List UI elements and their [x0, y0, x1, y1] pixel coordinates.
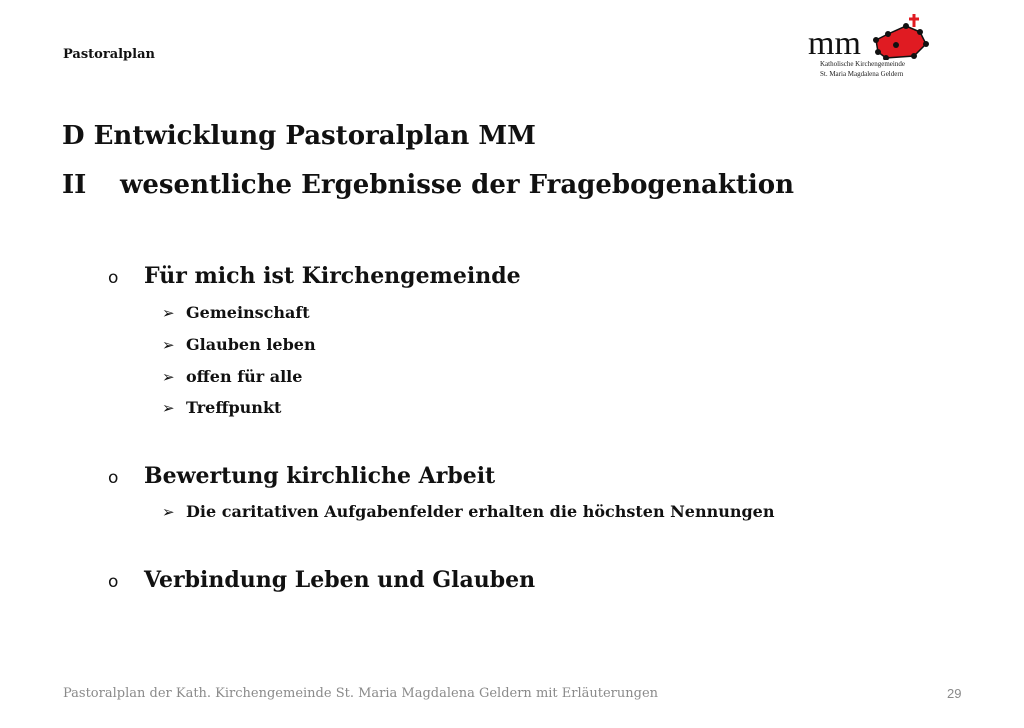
list-item	[162, 398, 281, 417]
list-item-text: Gemeinschaft	[186, 303, 310, 322]
list-item-text: Treffpunkt	[186, 398, 282, 417]
list-item-section-2	[108, 463, 495, 489]
list-item-text: offen für alle	[186, 367, 303, 386]
list-item-text: Die caritativen Aufgabenfelder erhalten die höchsten Nennungen	[186, 502, 775, 521]
list-item-section-1	[108, 263, 521, 289]
section-heading: Bewertung kirchliche Arbeit	[144, 463, 496, 489]
section-heading: Verbindung Leben und Glauben	[144, 567, 536, 593]
list-item	[162, 335, 316, 354]
header-label: Pastoralplan	[63, 47, 155, 62]
title-roman-numeral: II	[62, 170, 87, 200]
logo-line-2: St. Maria Magdalena Geldern	[820, 70, 904, 78]
arrow-bullet-icon: ➢	[162, 304, 175, 322]
slide-title-line-2	[62, 170, 794, 200]
church-icon	[806, 10, 936, 60]
list-item-text: Glauben leben	[186, 335, 316, 354]
slide-title-line-1: D Entwicklung Pastoralplan MM	[62, 121, 536, 151]
list-item	[162, 303, 310, 322]
parish-logo	[806, 10, 936, 86]
logo-mark-text: mm	[808, 25, 861, 60]
footer-text: Pastoralplan der Kath. Kirchengemeinde St. Maria Magdalena Geldern mit Erläuterungen	[63, 686, 659, 701]
logo-line-1: Katholische Kirchengemeinde	[820, 60, 905, 68]
title-line-2-text: wesentliche Ergebnisse der Fragebogenaktion	[120, 170, 795, 200]
section-heading: Für mich ist Kirchengemeinde	[144, 263, 521, 289]
arrow-bullet-icon: ➢	[162, 336, 175, 354]
arrow-bullet-icon: ➢	[162, 368, 175, 386]
list-item	[162, 502, 775, 521]
list-item	[162, 367, 302, 386]
arrow-bullet-icon: ➢	[162, 399, 175, 417]
page-number: 29	[947, 686, 962, 701]
circle-bullet-icon: o	[108, 268, 119, 288]
list-item-section-3	[108, 567, 535, 593]
circle-bullet-icon: o	[108, 572, 119, 592]
arrow-bullet-icon: ➢	[162, 503, 175, 521]
circle-bullet-icon: o	[108, 468, 119, 488]
